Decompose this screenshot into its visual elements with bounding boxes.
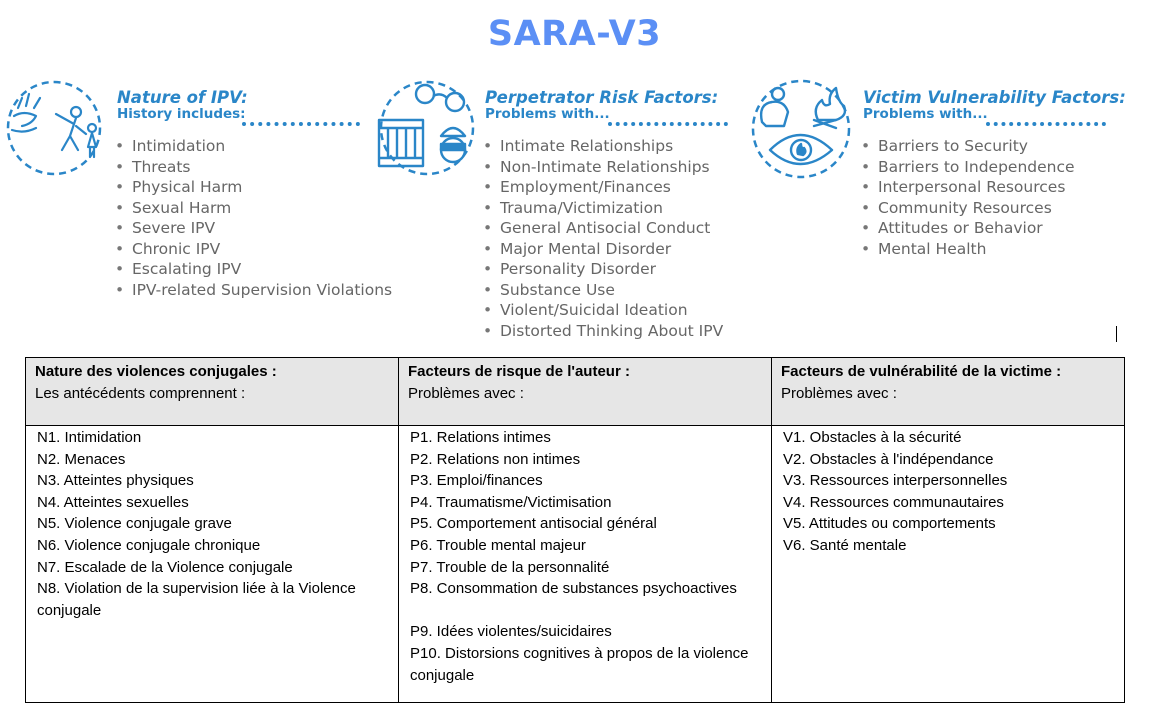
list-item: V3. Ressources interpersonnelles [783,472,1008,490]
list-item: • Mental Health [861,239,1075,260]
dotted-divider [242,122,360,126]
list-item: P10. Distorsions cognitives à propos de la violence conjugale [410,644,749,684]
list-item: N3. Atteintes physiques [37,472,194,490]
header-subtitle: Les antécédents comprennent : [35,384,246,402]
nature-list [115,136,392,300]
list-item: N2. Menaces [37,450,126,468]
list-item: V5. Attitudes ou comportements [783,515,996,533]
jail-handcuffs-icon [375,76,479,180]
column-subheading-perpetrator: Problems with... [485,106,610,122]
table-row [26,426,1125,703]
header-title: Facteurs de vulnérabilité de la victime : [781,363,1062,380]
column-heading-perpetrator: Perpetrator Risk Factors: [485,88,719,107]
list-item: N8. Violation de la supervision liée à la Violence conjugale [37,580,356,619]
list-item: P1. Relations intimes [410,429,551,446]
list-item: • General Antisocial Conduct [483,218,723,239]
dotted-divider [986,122,1106,126]
list-item: • Substance Use [483,280,723,301]
text-cursor [1116,326,1117,342]
page-title: SARA-V3 [487,14,662,54]
list-item: • Personality Disorder [483,259,723,280]
header-title: Nature des violences conjugales : [35,363,277,380]
list-item: N5. Violence conjugale grave [37,515,232,533]
list-item: • Violent/Suicidal Ideation [483,300,723,321]
list-item: V4. Ressources communautaires [783,493,1004,511]
list-item: P7. Trouble de la personnalité [410,558,610,576]
table-header-cell [772,358,1125,426]
list-item: • Attitudes or Behavior [861,218,1075,239]
french-translation-table [25,357,1125,703]
list-item: P9. Idées violentes/suicidaires [410,623,612,641]
dotted-divider [608,122,728,126]
header-title: Facteurs de risque de l'auteur : [408,363,630,380]
list-item: • Employment/Finances [483,177,723,198]
column-subheading-nature: History includes: [117,106,246,122]
blank-line [410,600,762,622]
list-item: P6. Trouble mental majeur [410,536,586,554]
list-item: • Distorted Thinking About IPV [483,321,723,342]
list-item: • Intimidation [115,136,392,157]
list-item: • Severe IPV [115,218,392,239]
header-subtitle: Problèmes avec : [781,384,897,402]
list-item: • Sexual Harm [115,198,392,219]
list-item: • Major Mental Disorder [483,239,723,260]
list-item: • Barriers to Security [861,136,1075,157]
column-subheading-victim: Problems with... [863,106,988,122]
table-cell-victim [772,426,1125,703]
list-item: P8. Consommation de substances psychoactives [410,580,737,598]
list-item: • IPV-related Supervision Violations [115,280,392,301]
list-item: • Escalating IPV [115,259,392,280]
list-item: P4. Traumatisme/Victimisation [410,493,612,511]
table-header-row [26,358,1125,426]
list-item: N4. Atteintes sexuelles [37,493,189,511]
list-item: • Community Resources [861,198,1075,219]
list-item: V1. Obstacles à la sécurité [783,429,962,446]
list-item: • Interpersonal Resources [861,177,1075,198]
list-item: • Barriers to Independence [861,157,1075,178]
table-cell-perpetrator [399,426,772,703]
table-cell-nature [26,426,399,703]
list-item: P2. Relations non intimes [410,450,581,468]
list-item: V6. Santé mentale [783,536,907,554]
column-heading-victim: Victim Vulnerability Factors: [863,88,1126,107]
perpetrator-list [483,136,723,341]
victim-eye-fire-icon [748,76,854,182]
list-item: • Threats [115,157,392,178]
list-item: • Intimate Relationships [483,136,723,157]
list-item: P3. Emploi/finances [410,472,543,490]
list-item: N7. Escalade de la Violence conjugale [37,558,293,576]
list-item: • Physical Harm [115,177,392,198]
list-item: • Non-Intimate Relationships [483,157,723,178]
list-item: N6. Violence conjugale chronique [37,536,261,554]
assault-scene-icon [4,78,106,178]
header-subtitle: Problèmes avec : [408,384,524,402]
list-item: V2. Obstacles à l'indépendance [783,450,994,468]
table-header-cell [399,358,772,426]
table-header-cell [26,358,399,426]
column-heading-nature: Nature of IPV: [117,88,248,107]
list-item: • Chronic IPV [115,239,392,260]
victim-list [861,136,1075,259]
list-item: • Trauma/Victimization [483,198,723,219]
list-item: N1. Intimidation [37,429,142,446]
list-item: P5. Comportement antisocial général [410,515,657,533]
